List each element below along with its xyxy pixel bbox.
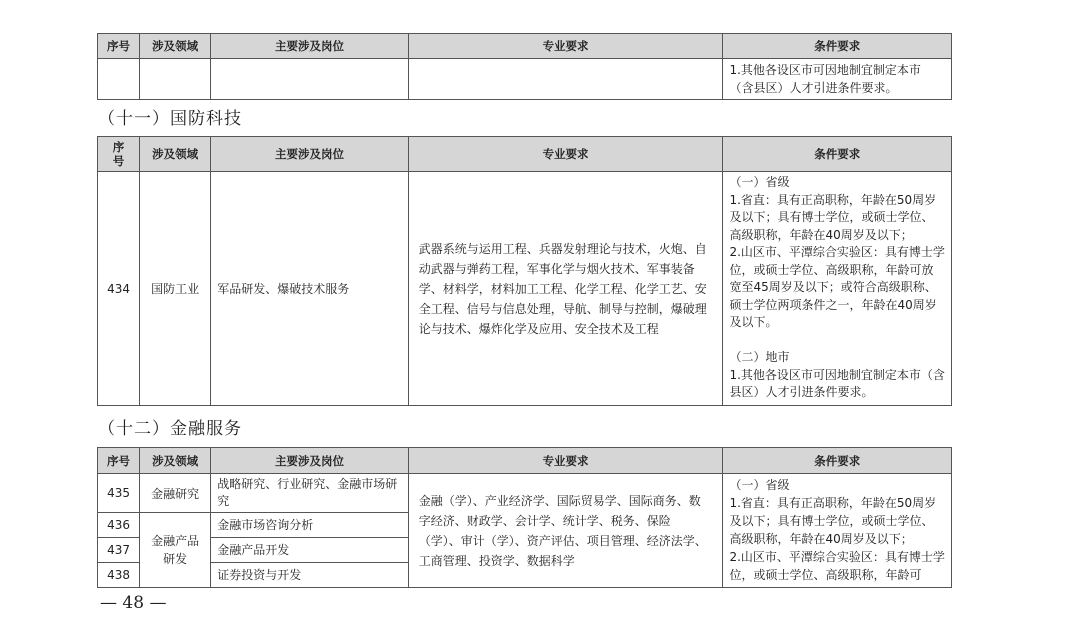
table-header-row	[98, 34, 952, 59]
table-row	[98, 474, 952, 513]
header-position: 主要涉及岗位	[211, 137, 408, 172]
cell-no: 438	[98, 563, 140, 588]
cell-major	[408, 59, 723, 100]
page-number: — 48 —	[100, 593, 167, 613]
header-field: 涉及领域	[140, 34, 211, 59]
table-header-row	[98, 137, 952, 172]
table-header-row	[98, 448, 952, 474]
header-no: 序 号	[98, 137, 140, 172]
section-title-defense: （十一）国防科技	[98, 109, 242, 129]
header-position: 主要涉及岗位	[211, 34, 408, 59]
header-no: 序号	[98, 448, 140, 474]
cell-position: 金融产品开发	[211, 538, 408, 563]
table-defense	[97, 136, 952, 406]
cell-condition: 1.其他各设区市可因地制宜制定本市 （含县区）人才引进条件要求。	[723, 59, 952, 100]
cell-no: 434	[98, 172, 140, 406]
cell-condition: （一）省级 1.省直：具有正高职称，年龄在50周岁及以下；具有博士学位，或硕士学位、高级职称，年龄在40周岁及以下； 2.山区市、平潭综合实验区：具有博士学位，或硕士学位、高级职称，年龄可	[723, 474, 952, 588]
header-condition: 条件要求	[723, 137, 952, 172]
header-condition: 条件要求	[723, 448, 952, 474]
cell-position: 证券投资与开发	[211, 563, 408, 588]
table-continued	[97, 33, 952, 100]
cell-position: 金融市场咨询分析	[211, 513, 408, 538]
header-major: 专业要求	[408, 448, 723, 474]
cell-no: 436	[98, 513, 140, 538]
cell-no: 435	[98, 474, 140, 513]
header-condition: 条件要求	[723, 34, 952, 59]
header-field: 涉及领域	[140, 448, 211, 474]
header-major: 专业要求	[408, 34, 723, 59]
table-row	[98, 172, 952, 406]
cell-field: 金融产品 研发	[140, 513, 211, 588]
cell-position	[211, 59, 408, 100]
header-major: 专业要求	[408, 137, 723, 172]
cell-no	[98, 59, 140, 100]
header-position: 主要涉及岗位	[211, 448, 408, 474]
header-no: 序号	[98, 34, 140, 59]
cell-no: 437	[98, 538, 140, 563]
table-row	[98, 59, 952, 100]
cell-position: 战略研究、行业研究、金融市场研究	[211, 474, 408, 513]
cell-condition: （一）省级 1.省直：具有正高职称，年龄在50周岁及以下；具有博士学位，或硕士学位、高级职称，年龄在40周岁及以下； 2.山区市、平潭综合实验区：具有博士学位，或硕士学位、高级职称，年龄可放宽至45周岁及以下；或符合高级职称、硕士学位两项条件之一，年龄在40周岁及以下。 （二）地市 1.其他各设区市可因地制宜制定本市（含县区）人才引进条件要求。	[723, 172, 952, 406]
table-finance	[97, 447, 952, 588]
cell-major: 金融（学）、产业经济学、国际贸易学、国际商务、数字经济、财政学、会计学、统计学、税务、保险（学）、审计（学）、资产评估、项目管理、经济法学、工商管理、投资学、数据科学	[408, 474, 723, 588]
cell-major: 武器系统与运用工程、兵器发射理论与技术，火炮、自动武器与弹药工程，军事化学与烟火技术、军事装备学、材料学，材料加工工程、化学工程、化学工艺、安全工程、信号与信息处理，导航、制导与控制，爆破理论与技术、爆炸化学及应用、安全技术及工程	[408, 172, 723, 406]
cell-field: 国防工业	[140, 172, 211, 406]
cell-position: 军品研发、爆破技术服务	[211, 172, 408, 406]
cell-field	[140, 59, 211, 100]
cell-field: 金融研究	[140, 474, 211, 513]
header-field: 涉及领域	[140, 137, 211, 172]
section-title-finance: （十二）金融服务	[98, 419, 242, 439]
